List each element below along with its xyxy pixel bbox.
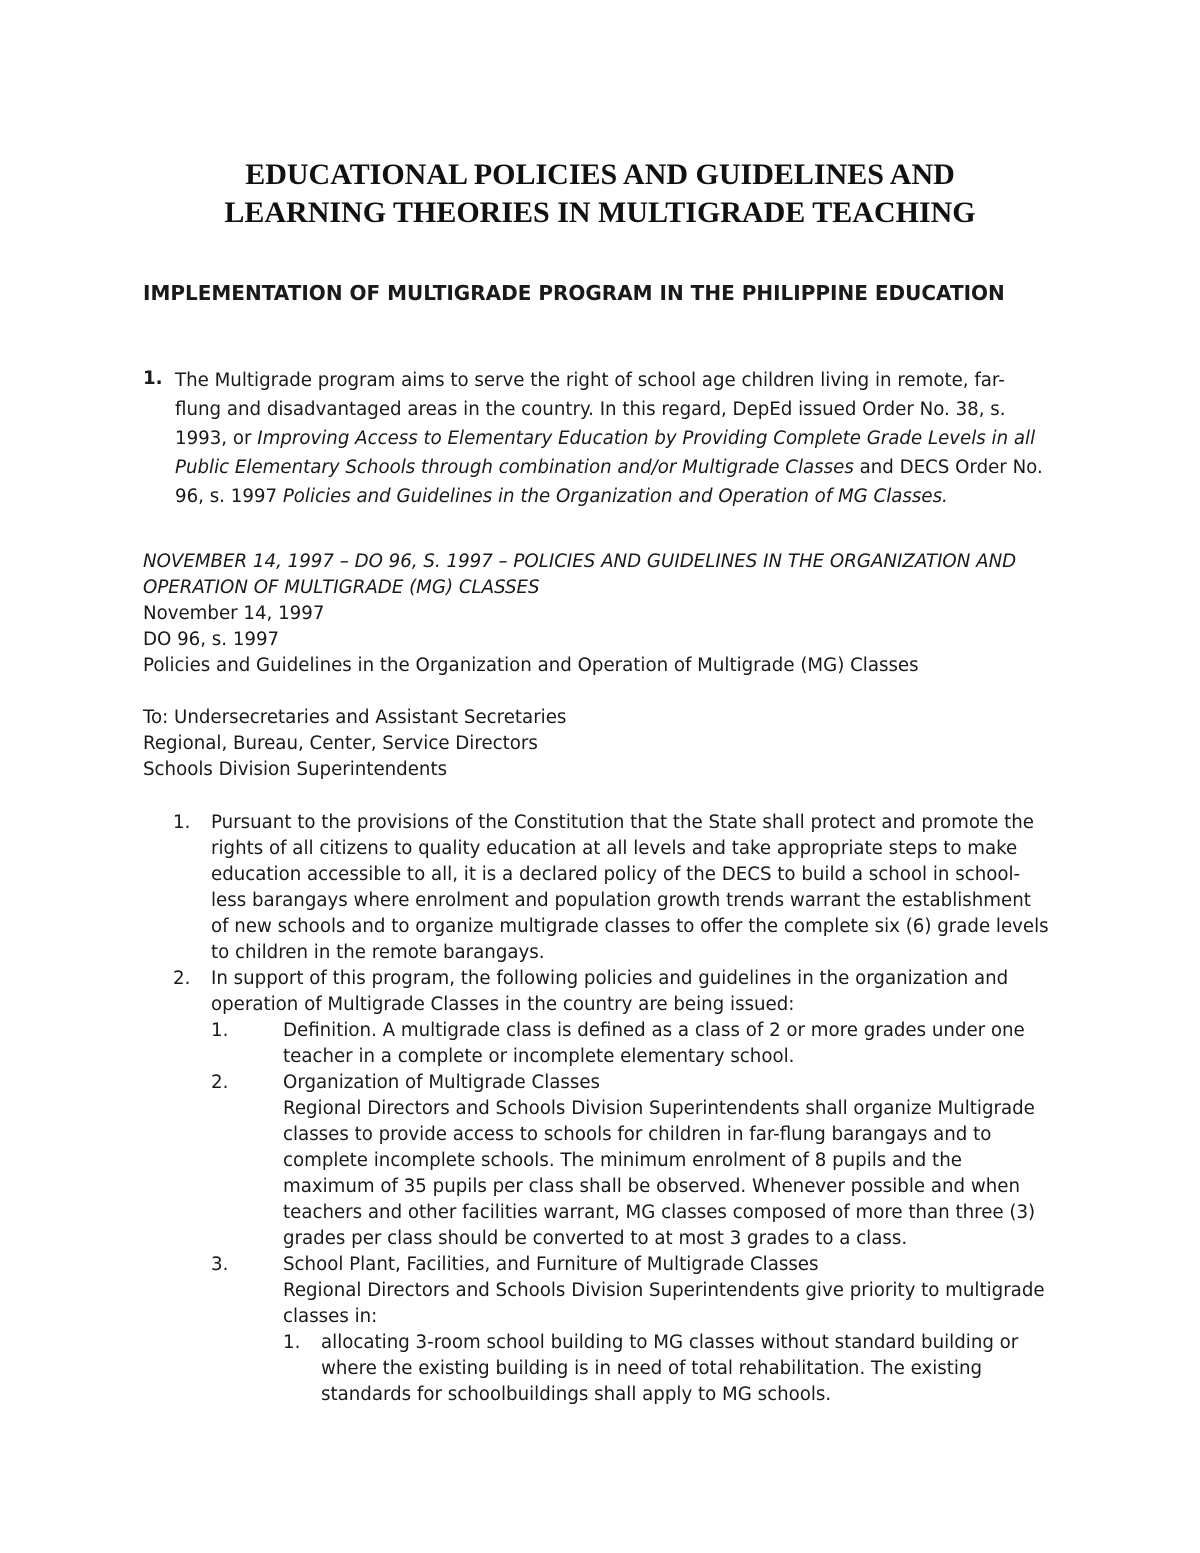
sub-item-heading: School Plant, Facilities, and Furniture of Multigrade Classes [283,1254,819,1275]
title-line-1: EDUCATIONAL POLICIES AND GUIDELINES AND [245,158,955,191]
addressee-line-1: To: Undersecretaries and Assistant Secretaries [143,707,567,728]
sub-list-item [211,1018,1053,1070]
sub-list-item [211,1252,1053,1408]
list-marker: 1. [211,1020,229,1041]
order-title: NOVEMBER 14, 1997 – DO 96, S. 1997 – POLICIES AND GUIDELINES IN THE ORGANIZATION AND OPERATION OF MULTIGRADE (MG) CLASSES [143,551,1017,598]
intro-text-b: and DECS Order No. 96, s. 1997 [175,457,1043,507]
intro-text-a: The Multigrade program aims to serve the right of school age children living in remote, far-flung and disadvantaged areas in the country. In this regard, DepEd issued Order No. 38, s. 1993, or [175,370,1006,449]
sub-sub-list-item [283,1330,1053,1408]
intro-italic-b: Policies and Guidelines in the Organization and Operation of MG Classes. [282,486,948,507]
order-date: November 14, 1997 [143,603,325,624]
list-marker: 3. [211,1254,229,1275]
section-heading: IMPLEMENTATION OF MULTIGRADE PROGRAM IN THE PHILIPPINE EDUCATION [143,281,1005,305]
order-number: DO 96, s. 1997 [143,629,280,650]
sub-item-text: Definition. A multigrade class is defined as a class of 2 or more grades under one teacher in a complete or incomplete elementary school. [283,1020,1025,1067]
list-item-text: In support of this program, the following policies and guidelines in the organization and operation of Multigrade Classes in the country are being issued: [211,968,1009,1015]
intro-number: 1. [143,368,163,389]
order-meta [143,601,1063,679]
list-item [173,966,1053,1408]
sub-item-heading: Organization of Multigrade Classes [283,1072,601,1093]
list-item [173,810,1053,966]
sub-sub-item-text: allocating 3-room school building to MG classes without standard building or where the existing building is in need of total rehabilitation. The existing standards for schoolbuildings shall apply to MG schools. [321,1332,1019,1405]
order-provisions-list [173,810,1053,1408]
sub-item-text: Regional Directors and Schools Division Superintendents give priority to multigrade classes in: [283,1280,1045,1327]
addressee-line-3: Schools Division Superintendents [143,759,448,780]
list-marker: 1. [173,812,191,833]
document-title [0,156,1200,232]
intro-text [175,366,1043,511]
intro-paragraph [143,366,1043,511]
list-marker: 2. [173,968,191,989]
list-marker: 1. [283,1332,301,1353]
sub-list [211,1018,1053,1408]
list-item-text: Pursuant to the provisions of the Constitution that the State shall protect and promote the rights of all citizens to quality education at all levels and take appropriate steps to make education accessible to all, it is a declared policy of the DECS to build a school in school-less barangays where enrolment and population growth trends warrant the establishment of new schools and to organize multigrade classes to offer the complete six (6) grade levels to children in the remote barangays. [211,812,1049,963]
addressees [143,705,1063,783]
addressee-line-2: Regional, Bureau, Center, Service Directors [143,733,538,754]
sub-list-item [211,1070,1053,1252]
sub-sub-list [283,1330,1053,1408]
intro-italic-a: Improving Access to Elementary Education by Providing Complete Grade Levels in all Public Elementary Schools through combination and/or Multigrade Classes [175,428,1036,478]
order-subject: Policies and Guidelines in the Organization and Operation of Multigrade (MG) Classes [143,655,919,676]
sub-item-text: Regional Directors and Schools Division Superintendents shall organize Multigrade classes to provide access to schools for children in far-flung barangays and to complete incomplete schools. The minimum enrolment of 8 pupils and the maximum of 35 pupils per class shall be observed. Whenever possible and when teachers and other facilities warrant, MG classes composed of more than three (3) grades per class should be converted to at most 3 grades to a class. [283,1098,1036,1249]
title-line-2: LEARNING THEORIES IN MULTIGRADE TEACHING [224,196,976,229]
list-marker: 2. [211,1072,229,1093]
